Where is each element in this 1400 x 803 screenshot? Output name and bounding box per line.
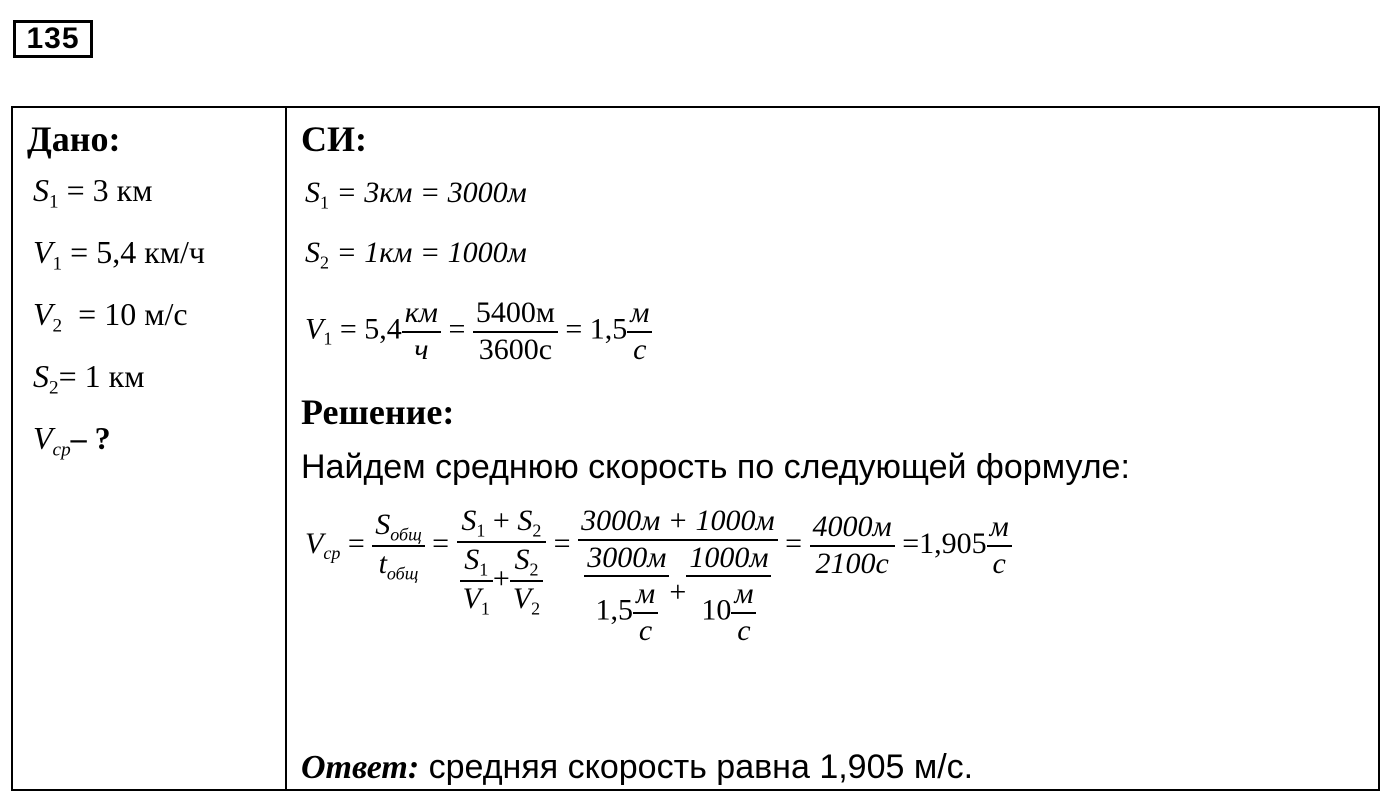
column-divider — [285, 108, 287, 789]
si-s2: $S_2 = 1км = 1000м$ — [305, 236, 527, 273]
solution-text: Найдем среднюю скорость по следующей формуле: — [301, 448, 1130, 486]
answer-line — [301, 748, 973, 787]
given-s1: $S_1 = 3$ км — [33, 172, 153, 213]
given-s2: $S_2= 1$ км — [33, 358, 145, 399]
solution-header: Решение: — [301, 392, 455, 432]
result-value: 1,905 — [919, 526, 987, 560]
si-v1-conversion: $V_1 = 5,4$ $\frac{км}{ч}$ = $\frac{5400м}{3600с}$ = 1,5 $\frac{м}{с}$ — [305, 296, 652, 367]
problem-number: 135 — [13, 20, 93, 58]
fraction-distance-over-times: $S_1 + S_2$ $\frac{S_1}{V_1}$ + $\frac{S_2}{V_2}$ — [457, 504, 547, 619]
given-v2: $V_2 = 10$ м/с — [33, 296, 188, 337]
answer-text: средняя скорость равна 1,905 м/с. — [419, 748, 974, 786]
si-header: СИ: — [301, 119, 367, 159]
si-s1: $S_1 = 3км = 3000м$ — [305, 176, 527, 213]
fraction-result-unit: $\frac{м}{с}$ — [987, 510, 1012, 581]
fraction-numeric-substitution: 3000м + 1000м 3000м 1,5 $\frac{м}{с}$ + 1000м 10 $\frac{м}{с}$ — [578, 504, 778, 648]
fraction-4000-2100: $\frac{4000м}{2100с}$ — [810, 510, 895, 581]
given-v1: $V_1 = 5,4$ км/ч — [33, 234, 205, 275]
average-speed-formula: $V_{ср}$ = $\frac{S_{общ}}{t_{общ}}$ = $S_1 + S_2$ $\frac{S_1}{V_1}$ + $\frac{S_2}{V_2}$ = 3000м + 1000м 3000м 1,5 $\frac{м}{с}$ + 1000м 10 $\frac{м}{с}$ = $\frac{4000м}{2100с}$ =1,905 $\frac{м}{с}$ — [305, 508, 1012, 648]
fraction-m-per-s: $\frac{м}{с}$ — [627, 296, 652, 367]
fraction-s-total-over-t-total: $\frac{S_{общ}}{t_{общ}}$ — [372, 508, 424, 584]
given-header: Дано: — [27, 119, 121, 159]
solution-table — [11, 106, 1380, 791]
answer-label: Ответ: — [301, 749, 420, 786]
fraction-km-per-h: $\frac{км}{ч}$ — [402, 296, 441, 367]
fraction-5400-3600: $\frac{5400м}{3600с}$ — [473, 296, 558, 367]
given-vavg-unknown: $V_{ср}-$ ? — [33, 420, 111, 461]
